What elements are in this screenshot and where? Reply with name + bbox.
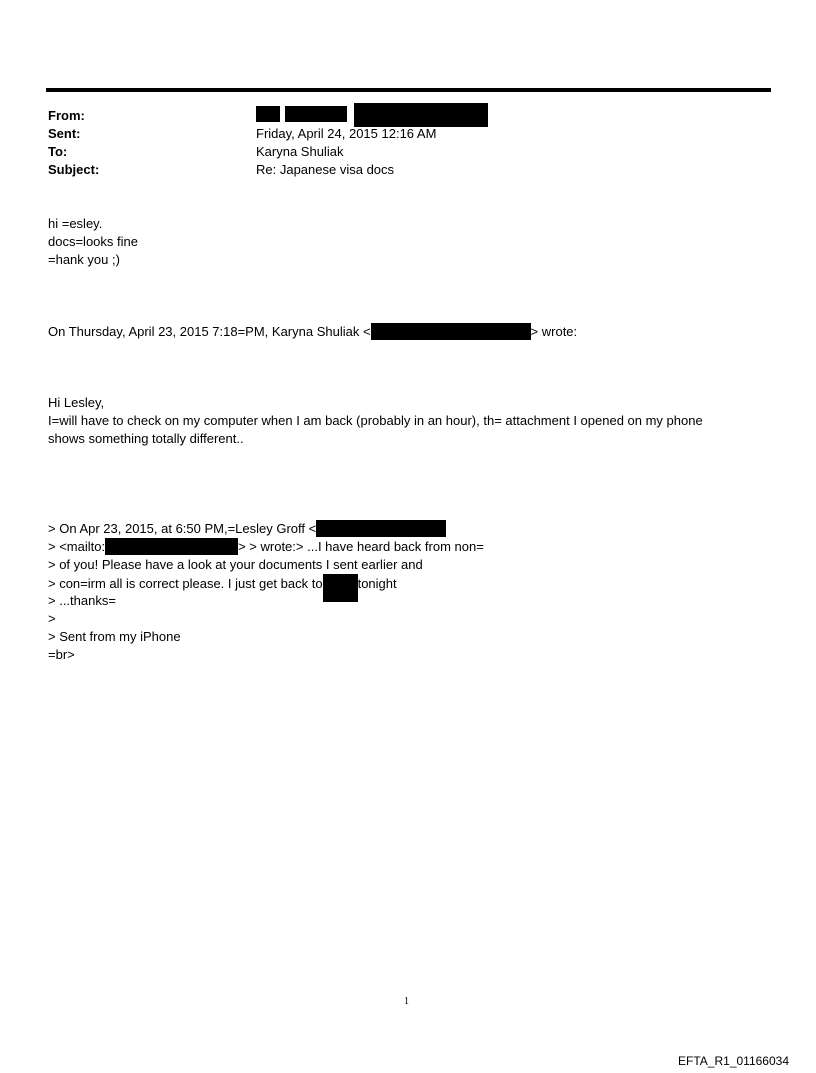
quoted-line-8: =br> (48, 647, 75, 662)
header-rule (46, 88, 771, 92)
from-redaction-1 (256, 106, 280, 122)
reply-line-1: hi =esley. (48, 216, 103, 231)
name-redaction (323, 574, 358, 602)
reply-line-2: docs=looks fine (48, 234, 138, 249)
karyna-greeting: Hi Lesley, (48, 395, 105, 410)
quote-intro-after: > wrote: (530, 324, 578, 339)
subject-label: Subject: (48, 162, 100, 177)
quoted-line-2b: > > wrote:> ...I have heard back from non= (238, 539, 484, 554)
email-redaction (316, 520, 446, 537)
subject-value: Re: Japanese visa docs (256, 162, 395, 177)
quote-intro-before: On Thursday, April 23, 2015 7:18=PM, Karyna Shuliak < (48, 324, 371, 339)
sent-label: Sent: (48, 126, 81, 141)
quoted-line-2a: > <mailto: (48, 539, 106, 554)
reply-line-3: =hank you ;) (48, 252, 120, 267)
from-label: From: (48, 108, 85, 123)
quoted-line-1-text: > On Apr 23, 2015, at 6:50 PM,=Lesley Groff < (48, 521, 317, 536)
to-label: To: (48, 144, 68, 159)
sent-value: Friday, April 24, 2015 12:16 AM (256, 126, 437, 141)
email-redaction (371, 323, 531, 340)
karyna-line-1: I=will have to check on my computer when I am back (probably in an hour), th= attachment I opened on my phone (48, 413, 703, 428)
to-value: Karyna Shuliak (256, 144, 344, 159)
quoted-line-3: > of you! Please have a look at your documents I sent earlier and (48, 557, 423, 572)
quoted-line-7: > Sent from my iPhone (48, 629, 181, 644)
quoted-line-2 (48, 538, 484, 556)
quoted-line-5: > ...thanks= (48, 593, 116, 608)
quoted-line-4a: > con=irm all is correct please. I just get back to (48, 576, 323, 591)
page-number: 1 (404, 996, 409, 1007)
from-redaction-3 (354, 103, 488, 127)
document-id: EFTA_R1_01166034 (678, 1054, 789, 1068)
karyna-line-2: shows something totally different.. (48, 431, 244, 446)
from-redaction-2 (285, 106, 347, 122)
quoted-line-4b: tonight (357, 576, 397, 591)
quoted-line-1 (48, 520, 446, 538)
email-redaction (105, 538, 238, 555)
quote-intro (48, 323, 577, 341)
quoted-line-6: > (48, 611, 56, 626)
